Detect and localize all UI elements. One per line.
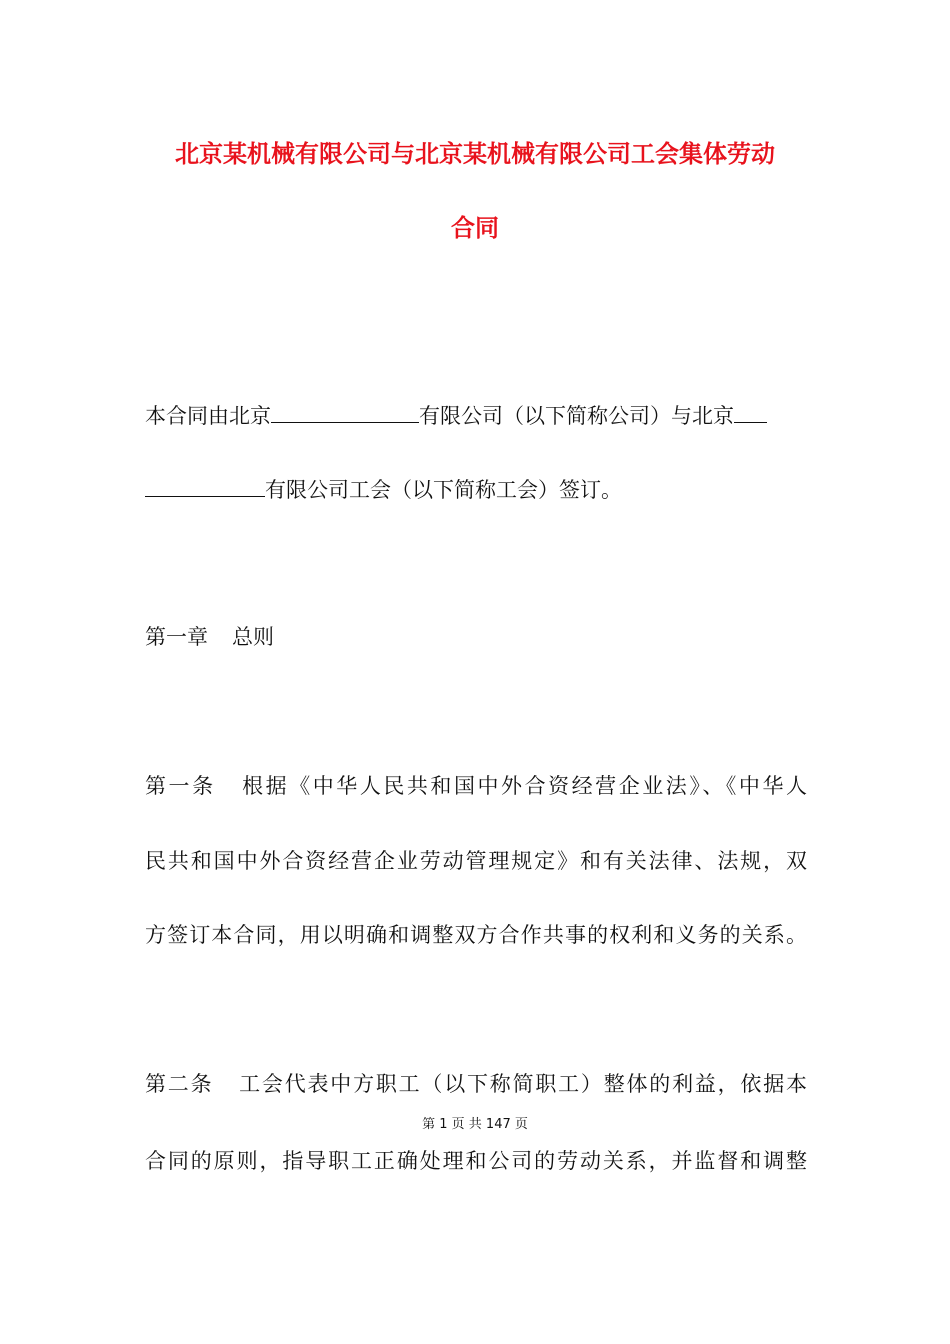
- article2-label: 第二条: [145, 1072, 214, 1096]
- chapter-label: 第一章: [145, 625, 208, 649]
- article2-text-1: 工会代表中方职工（以下称简职工）整体的利益，依据本: [237, 1072, 807, 1096]
- document-title-line1: 北京某机械有限公司与北京某机械有限公司工会集体劳动: [175, 140, 775, 168]
- article1-line2: 民共和国中外合资经营企业劳动管理规定》和有关法律、法规，双: [145, 849, 807, 873]
- union-name-blank-end: [145, 474, 265, 497]
- article2-line1: [145, 1069, 807, 1099]
- intro-line2: [145, 474, 807, 505]
- article1-text-1: 根据《中华人民共和国中外合资经营企业法》、《中华人: [239, 774, 807, 798]
- intro-text-1: 本合同由北京: [145, 404, 271, 428]
- document-title-line2: 合同: [451, 214, 499, 242]
- page-number: 第 1 页 共 147 页: [422, 1117, 528, 1132]
- article1-line1: [145, 771, 807, 801]
- intro-text-2: 有限公司（以下简称公司）与北京: [419, 404, 734, 428]
- chapter-heading: [145, 622, 807, 652]
- intro-text-3: 有限公司工会（以下简称工会）签订。: [265, 478, 622, 502]
- chapter-name: 总则: [232, 625, 274, 649]
- company-name-blank: [271, 400, 419, 423]
- article1-line3: 方签订本合同，用以明确和调整双方合作共事的权利和义务的关系。: [145, 923, 807, 947]
- article2-line2: 合同的原则，指导职工正确处理和公司的劳动关系，并监督和调整: [145, 1149, 807, 1173]
- article1-label: 第一条: [145, 774, 216, 798]
- union-name-blank-start: [734, 400, 767, 423]
- intro-line1: [145, 400, 807, 431]
